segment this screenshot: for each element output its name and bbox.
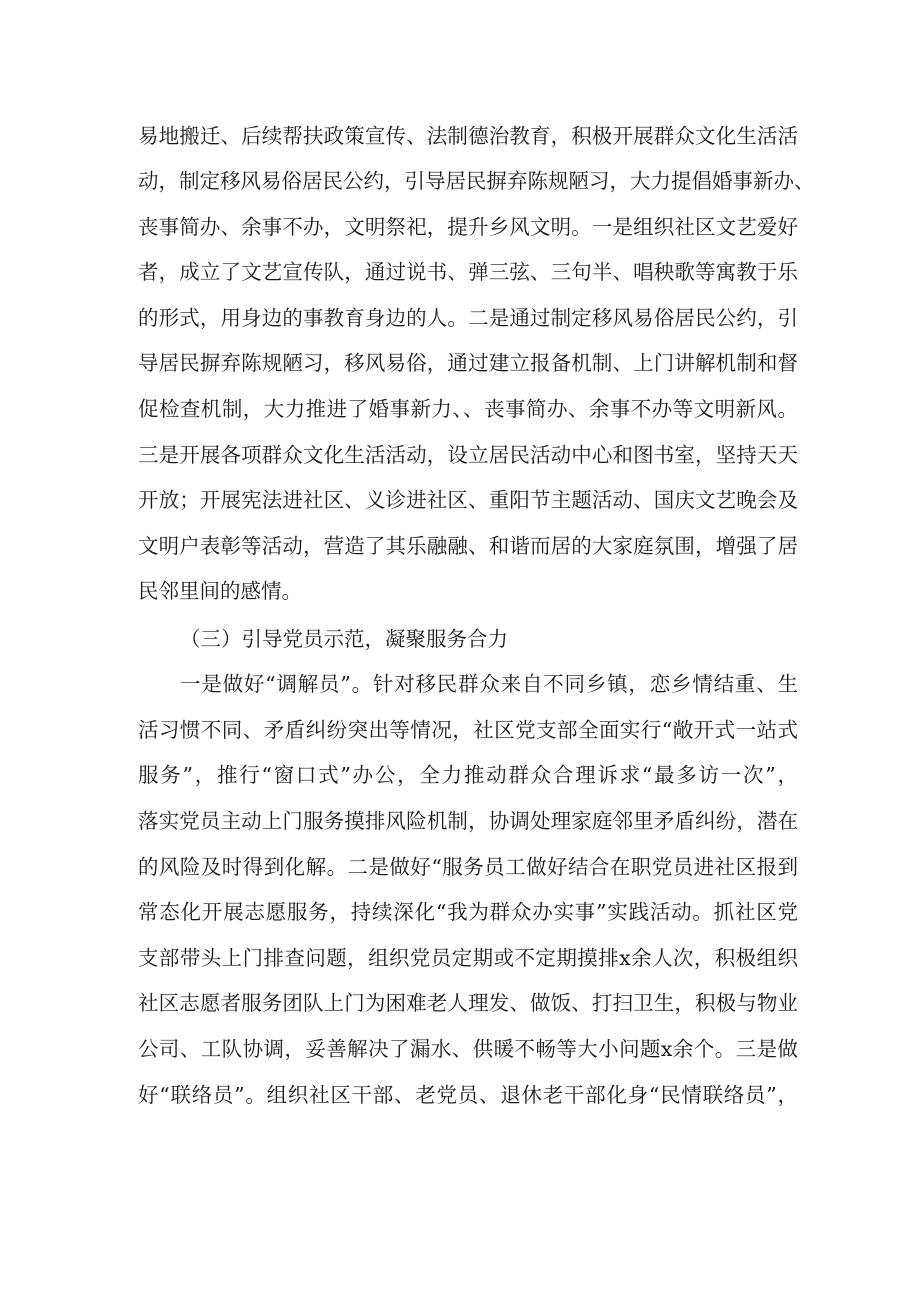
text-line: 易地搬迁、后续帮扶政策宣传、法制德治教育，积极开展群众文化生活活 (138, 124, 798, 148)
text-line: 三是开展各项群众文化生活活动，设立居民活动中心和图书室，坚持天天 (138, 443, 798, 467)
text-line: 活习惯不同、矛盾纠纷突出等情况，社区党支部全面实行“敞开式一站式 (138, 718, 798, 742)
text-line: 丧事简办、余事不办，文明祭祀，提升乡风文明。一是组织社区文艺爱好 (138, 215, 798, 239)
text-line: 动，制定移风易俗居民公约，引导居民摒弃陈规陋习，大力提倡婚事新办、 (138, 169, 815, 193)
text-line: 服务”，推行“窗口式”办公，全力推动群众合理诉求“最多访一次”， (138, 763, 798, 787)
text-line: 的形式，用身边的事教育身边的人。二是通过制定移风易俗居民公约，引 (138, 306, 798, 330)
text-line: 导居民摒弃陈规陋习，移风易俗，通过建立报备机制、上门讲解机制和督 (138, 351, 798, 375)
text-line: 好“联络员”。组织社区干部、老党员、退休老干部化身“民情联络员”， (138, 1083, 798, 1107)
text-line: 公司、工队协调，妥善解决了漏水、供暖不畅等大小问题x余个。三是做 (138, 1037, 798, 1061)
text-line: 民邻里间的感情。 (138, 579, 302, 603)
text-line: 文明户表彰等活动，营造了其乐融融、和谐而居的大家庭氛围，增强了居 (138, 534, 798, 558)
text-line: 促检查机制，大力推进了婚事新力、、丧事简办、余事不办等文明新风。 (138, 397, 798, 421)
text-line: 常态化开展志愿服务，持续深化“我为群众办实事”实践活动。抓社区党 (138, 900, 798, 924)
text-line: 支部带头上门排查问题，组织党员定期或不定期摸排x余人次，积极组织 (138, 946, 798, 970)
text-line: 开放；开展宪法进社区、义诊进社区、重阳节主题活动、国庆文艺晚会及 (138, 488, 798, 512)
section-heading: （三）引导党员示范，凝聚服务合力 (180, 627, 508, 651)
text-line: 一是做好“调解员”。针对移民群众来自不同乡镇，恋乡情结重、生 (180, 672, 798, 696)
text-line: 的风险及时得到化解。二是做好“服务员工做好结合在职党员进社区报到 (138, 855, 798, 879)
text-line: 者，成立了文艺宣传队，通过说书、弹三弦、三句半、唱秧歌等寓教于乐 (138, 260, 798, 284)
text-line: 社区志愿者服务团队上门为困难老人理发、做饭、打扫卫生，积极与物业 (138, 991, 798, 1015)
text-line: 落实党员主动上门服务摸排风险机制，协调处理家庭邻里矛盾纠纷，潜在 (138, 809, 798, 833)
